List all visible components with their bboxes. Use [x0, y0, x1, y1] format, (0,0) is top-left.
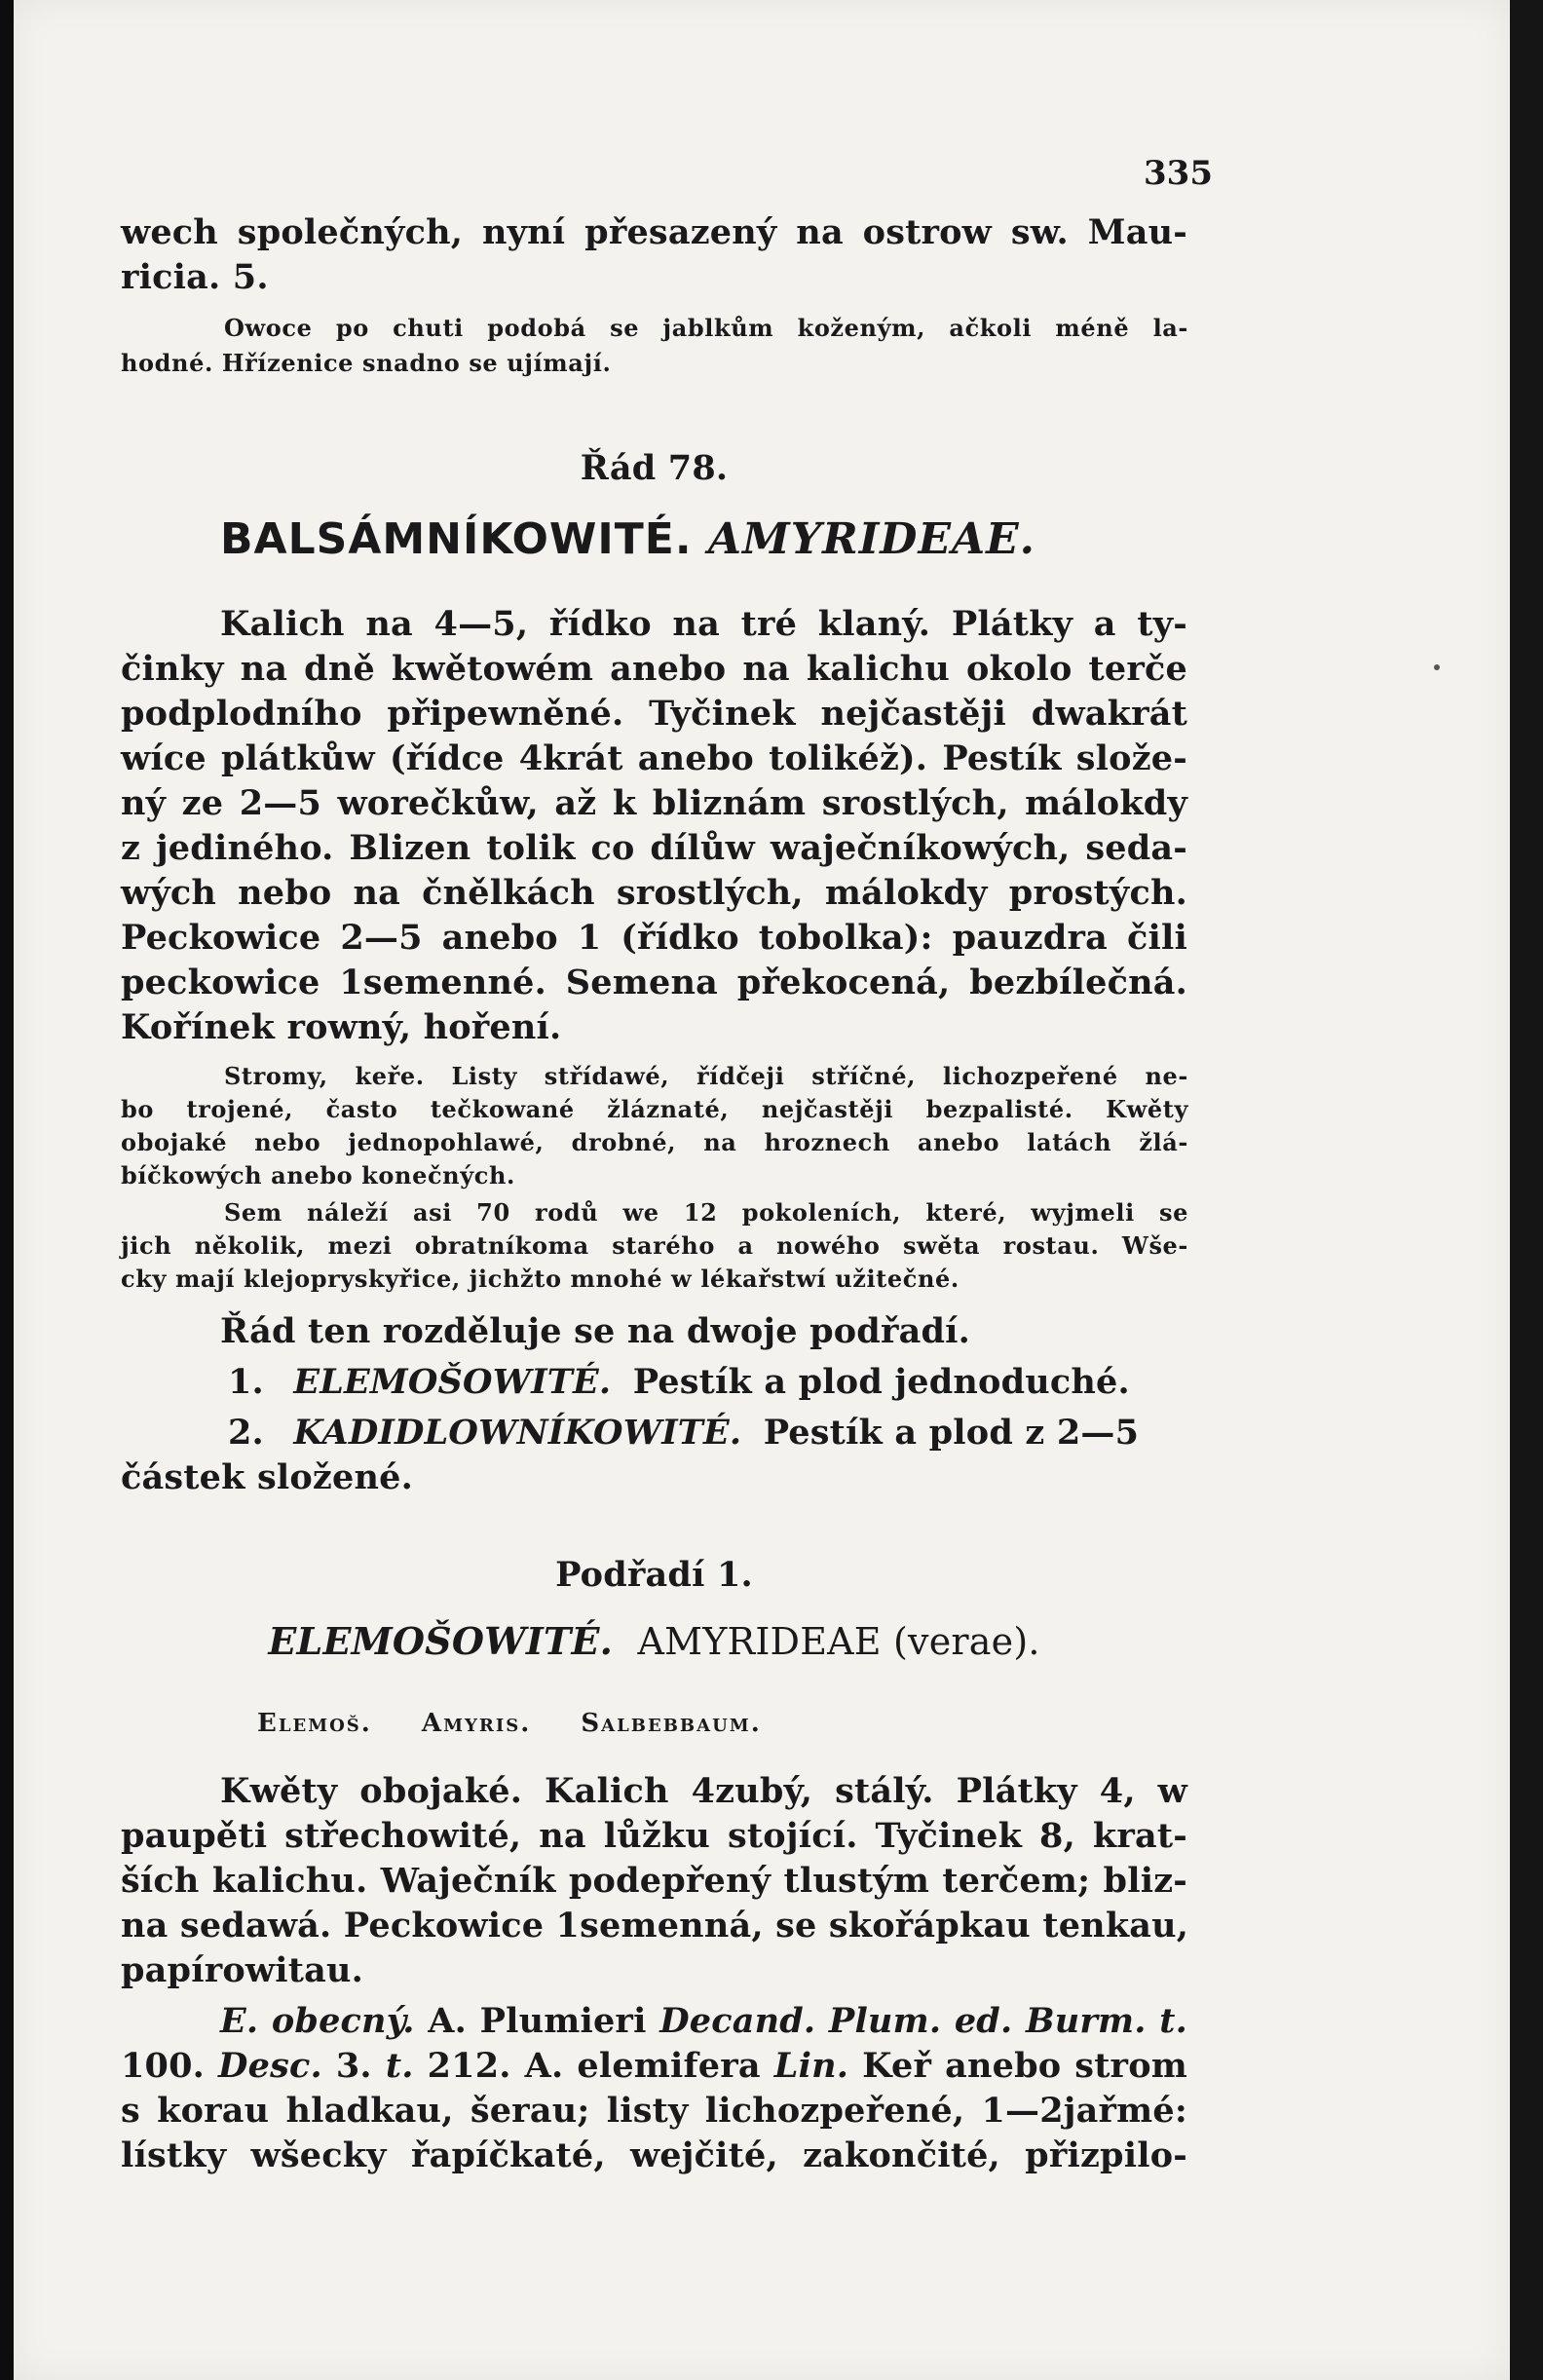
genus-heading: Elemoš. Amyris. Salbebbaum. [257, 1709, 762, 1738]
text-line: na sedawá. Peckowice 1semenná, se skořápkau tenkau, [121, 1906, 1189, 1946]
note-line: Stromy, keře. Listy střídawé, řídčeji stříčné, lichozpeřené ne- [224, 1062, 1188, 1090]
text-line: Kalich na 4—5, řídko na tré klaný. Plátky a ty- [220, 604, 1187, 644]
text-line: lístky wšecky řapíčkaté, wejčité, zakončité, přizpilo- [121, 2135, 1187, 2175]
text-line: wech společných, nyní přesazený na ostrow sw. Mau- [121, 212, 1187, 252]
text-line: Peckowice 2—5 anebo 1 (řídko tobolka): pauzdra čili [121, 918, 1187, 958]
scan-border-right [1510, 0, 1543, 2380]
note-line: obojaké nebo jednopohlawé, drobné, na hroznech anebo latách žlá- [121, 1128, 1188, 1156]
ink-speck [1434, 664, 1440, 670]
note-line: jich několik, mezi obratníkoma starého a nowého swěta rostau. Wše- [121, 1231, 1188, 1260]
family-name-czech: BALSÁMNÍKOWITÉ. [220, 514, 693, 564]
text-line: Kořínek rowný, hoření. [121, 1007, 562, 1047]
note-line: Owoce po chuti podobá se jablkům koženým, ačkoli méně la- [224, 314, 1188, 342]
text-line: činky na dně kwětowém anebo na kalichu okolo terče [121, 649, 1187, 689]
text-line: ricia. 5. [121, 257, 269, 297]
note-line: cky mají klejopryskyřice, jichžto mnohé w lékařstwí užitečné. [121, 1265, 960, 1293]
text-line: Kwěty obojaké. Kalich 4zubý, stálý. Plátky 4, w [220, 1771, 1187, 1811]
suborder-heading: ELEMOŠOWITÉ. AMYRIDEAE (verae). [268, 1619, 1040, 1663]
note-line: hodné. Hřízenice snadno se ujímají. [121, 349, 612, 377]
page-text [14, 0, 1510, 2380]
text-line: peckowice 1semenné. Semena překocená, bezbílečná. [121, 963, 1187, 1002]
scan-border-left [0, 0, 14, 2380]
text-line: Řád ten rozděluje se na dwoje podřadí. [220, 1311, 971, 1351]
note-line: Sem náleží asi 70 rodů we 12 pokoleních, které, wyjmeli se [224, 1198, 1188, 1227]
text-line: ný ze 2—5 worečkůw, až k bliznám srostlých, málokdy [121, 783, 1187, 823]
suborder-number: Podřadí 1. [555, 1555, 753, 1595]
text-line: ších kalichu. Waječník podepřený tlustým terčem; bliz- [121, 1861, 1187, 1901]
suborder-list-item: 1. ELEMOŠOWITÉ. Pestík a plod jednoduché. [228, 1362, 1130, 1402]
species-line: 100. Desc. 3. t. 212. A. elemifera Lin. Keř anebo strom [121, 2046, 1187, 2086]
family-name-latin: AMYRIDEAE. [707, 514, 1035, 564]
book-page [14, 0, 1510, 2380]
text-line: papírowitau. [121, 1950, 364, 1990]
note-line: bo trojené, často tečkowané žláznaté, nejčastěji bezpalisté. Kwěty [121, 1095, 1188, 1123]
text-line: částek složené. [121, 1457, 413, 1497]
suborder-list-item: 2. KADIDLOWNÍKOWITÉ. Pestík a plod z 2—5 [228, 1413, 1140, 1453]
text-line: s korau hladkau, šerau; listy lichozpeřené, 1—2jařmé: [121, 2091, 1187, 2131]
family-heading [220, 514, 1035, 564]
text-line: z jediného. Blizen tolik co dílůw waječníkowých, seda- [121, 828, 1187, 868]
text-line: paupěti střechowité, na lůžku stojící. Tyčinek 8, krat- [121, 1816, 1187, 1856]
page-number: 335 [1144, 154, 1213, 193]
species-line: E. obecný. A. Plumieri Decand. Plum. ed. Burm. t. [220, 2001, 1188, 2041]
order-number: Řád 78. [580, 448, 729, 488]
text-line: wých nebo na čnělkách srostlých, málokdy prostých. [121, 873, 1187, 913]
text-line: podplodního připewněné. Tyčinek nejčastěji dwakrát [121, 694, 1187, 734]
text-line: wíce plátkůw (řídce 4krát anebo tolikéž). Pestík slože- [121, 738, 1187, 778]
note-line: bíčkowých anebo konečných. [121, 1161, 515, 1190]
